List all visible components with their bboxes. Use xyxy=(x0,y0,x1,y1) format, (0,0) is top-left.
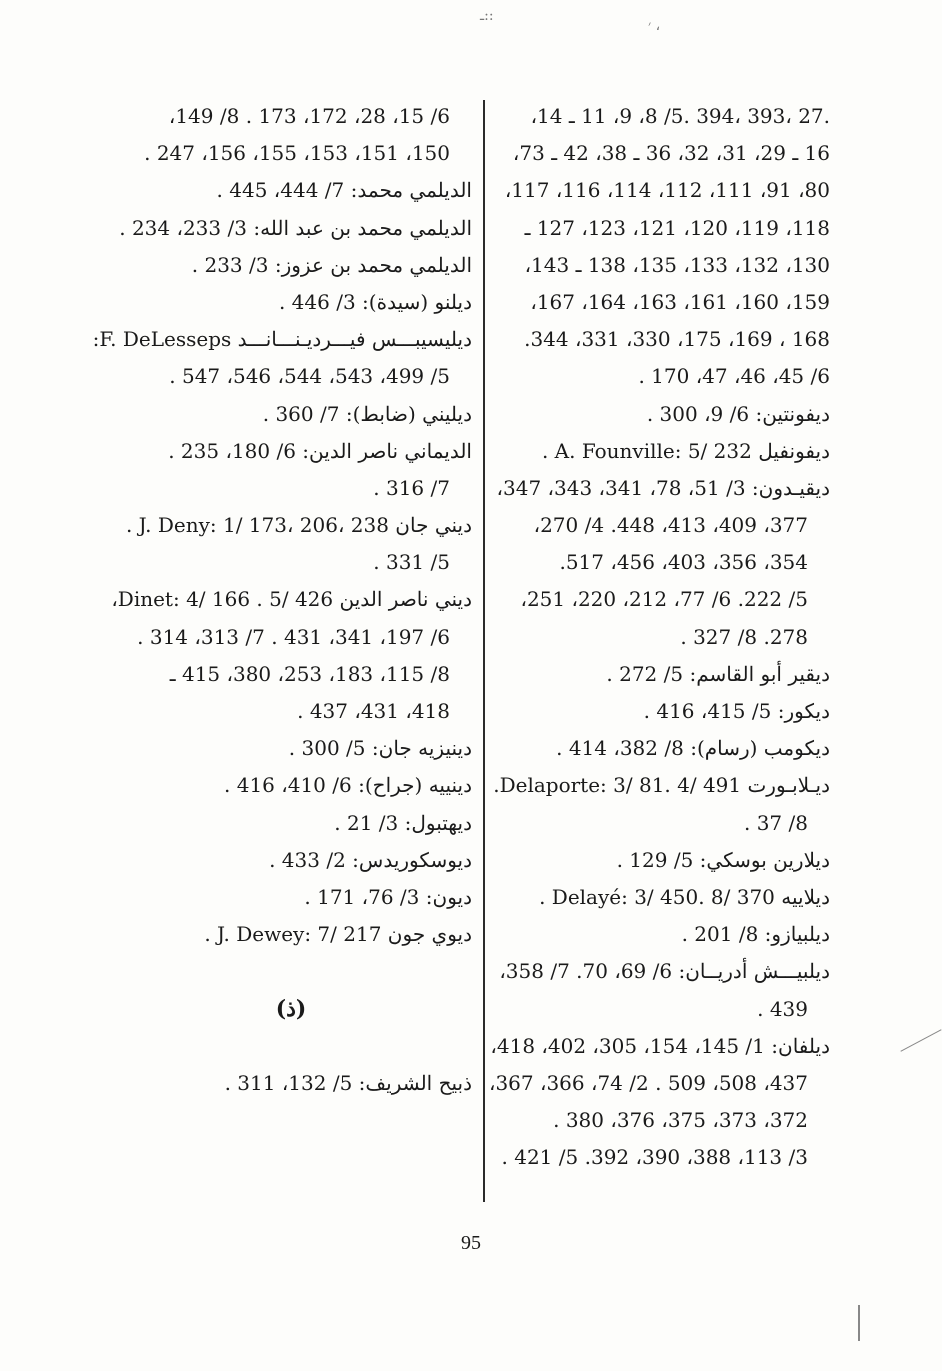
index-entry: ديني جان J. Deny: 1/ 173، 206، 238 . xyxy=(125,513,472,538)
index-entry: ديهتبول: 3/ 21 . xyxy=(334,810,472,835)
index-entry-continuation: 6/ 197، 341، 431 . 7/ 313، 314 . xyxy=(137,624,450,649)
index-entry-continuation: 278. 8/ 327 . xyxy=(680,624,808,649)
index-entry-continuation: 5/ 222. 6/ 77، 212، 220، 251، xyxy=(520,587,808,612)
index-entry: ديلارين بوسكي: 5/ 129 . xyxy=(616,847,830,872)
index-entry-continuation: 439 . xyxy=(757,996,808,1021)
index-entry: 159، 160، 161، 163، 164، 167، xyxy=(530,289,830,314)
index-entry: ديكور: 5/ 415، 416 . xyxy=(643,699,830,723)
scan-mark-top-right: ׳ ، xyxy=(648,18,661,34)
index-entry-continuation: 150، 151، 153، 155، 156، 247 . xyxy=(144,141,450,166)
index-entry-continuation: 8/ 37 . xyxy=(743,810,808,835)
index-entry: ديلنو (سيدة): 3/ 446 . xyxy=(278,289,472,314)
index-entry: 16 ـ 29، 31، 32، 36 ـ 38، 42 ـ 73، xyxy=(512,141,830,166)
index-entry: ديفونتين: 6/ 9، 300 . xyxy=(646,401,830,426)
index-entry: ديلبيـــش أدريــان: 6/ 69، 70. 7/ 358، xyxy=(499,959,830,984)
index-entry: ديفونفيل A. Founville: 5/ 232 . xyxy=(541,438,830,463)
index-entry: .27 ،393 ،394 .5/ 8، 9، 11 ـ 14، xyxy=(530,104,830,128)
index-entry: ديوسكوريدس: 2/ 433 . xyxy=(269,847,472,872)
page-number: 95 xyxy=(461,1232,481,1254)
index-entry-continuation: 5/ 331 . xyxy=(373,550,450,575)
index-entry: الديلمي محمد بن عزوز: 3/ 233 . xyxy=(191,252,472,277)
index-entry: ديليني (ضابط): 7/ 360 . xyxy=(262,401,472,426)
index-entry: 130، 132، 133، 135، 138 ـ 143، xyxy=(524,252,830,277)
column-divider xyxy=(483,100,485,1202)
index-entry-continuation: 377، 409، 413، 448. 4/ 270، xyxy=(533,513,808,538)
blank-line xyxy=(110,1028,472,1065)
blank-line xyxy=(110,953,472,990)
index-entry: الديلمي محمد بن عبد الله: 3/ 233، 234 . xyxy=(119,215,472,240)
index-entry: دينيزيه جان: 5/ 300 . xyxy=(288,736,472,761)
index-entry-continuation: 5/ 499، 543، 544، 546، 547 . xyxy=(169,364,450,389)
index-entry: دينييه (جراح): 6/ 410، 416 . xyxy=(224,773,472,798)
scan-stroke-bottom xyxy=(858,1305,860,1341)
index-entry-continuation: 437، 508، 509 . 2/ 74، 366، 367، xyxy=(488,1070,808,1095)
index-entry-continuation: 354، 356، 403، 456، 517. xyxy=(559,550,808,575)
index-entry-continuation: 7/ 316 . xyxy=(373,475,450,500)
index-entry: ديلاييه Delayé: 3/ 450. 8/ 370 . xyxy=(539,884,830,909)
index-entry: ديقير أبو القاسم: 5/ 272 . xyxy=(606,661,830,686)
index-entry: ديون: 3/ 76، 171 . xyxy=(304,884,472,909)
index-entry: 6/ 45، 46، 47، 170 . xyxy=(638,364,830,389)
index-entry: ديـلابـورت Delaporte: 3/ 81. 4/ 491. xyxy=(493,773,830,798)
index-entry: ديني ناصر الدين Dinet: 4/ 166 . 5/ 426، xyxy=(111,587,472,612)
index-entry: 118، 119، 120، 121، 123، 127 ـ xyxy=(524,215,830,240)
index-entry-continuation: 6/ 15، 28، 172، 173 . 8/ 149، xyxy=(168,104,450,128)
index-entry: 168 ، 169، 175، 330، 331، 344. xyxy=(524,327,830,352)
index-entry: 80، 91، 111، 112، 114، 116، 117، xyxy=(504,178,830,203)
index-entry: ذبيح الشريف: 5/ 132، 311 . xyxy=(224,1070,472,1095)
index-entry: ديلفان: 1/ 145، 154، 305، 402، 418، xyxy=(490,1033,830,1058)
index-column-right xyxy=(488,98,830,1176)
index-entry: الديلمي محمد: 7/ 444، 445 . xyxy=(216,178,472,203)
index-entry: ديقيـدون: 3/ 51، 78، 341، 343، 347، xyxy=(496,475,830,500)
index-entry: الديماني ناصر الدين: 6/ 180، 235 . xyxy=(168,438,472,463)
index-entry: ديكومب (رسام): 8/ 382، 414 . xyxy=(556,736,830,761)
index-entry: ديوي جون J. Dewey: 7/ 217 . xyxy=(204,922,472,947)
index-entry: ديليسيبـــس فيـــرديـنـــانـــد F. DeLesseps: xyxy=(92,327,472,352)
scan-mark-top-left: ـ:: xyxy=(480,8,494,24)
index-column-left xyxy=(92,98,472,1102)
index-entry-continuation: 372، 373، 375، 376، 380 . xyxy=(553,1108,808,1133)
scan-stroke-margin xyxy=(900,1029,941,1051)
index-entry-continuation: 3/ 113، 388، 390، 392. 5/ 421 . xyxy=(501,1145,808,1170)
index-entry: ديلبيازو: 8/ 201 . xyxy=(681,922,830,947)
index-entry-continuation: 8/ 115، 183، 253، 380، 415 ـ xyxy=(169,661,450,686)
index-entry-continuation: 418، 431، 437 . xyxy=(297,699,450,723)
section-letter-heading: (ذ) xyxy=(275,995,307,1022)
